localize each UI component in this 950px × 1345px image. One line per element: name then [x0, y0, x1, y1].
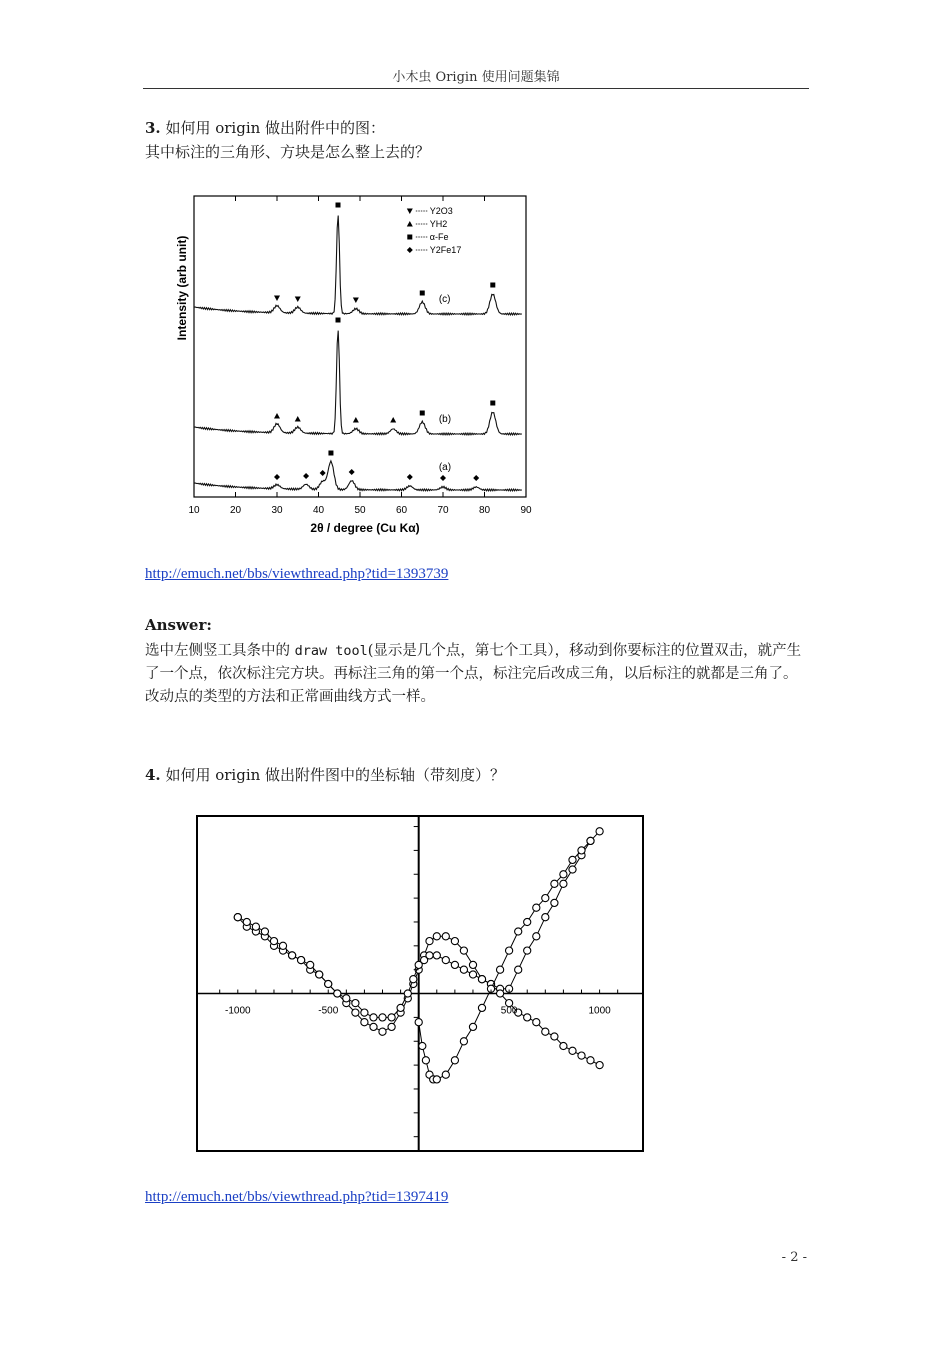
alpha-fe-marker: [490, 401, 495, 406]
scatter-point: [352, 1009, 359, 1016]
scatter-point: [422, 1057, 429, 1064]
scatter-point: [433, 952, 440, 959]
answer-text-end: (显示是几个点，第七个工具），移动到你要标注的位置双击，就产生了一个点，依次标注完方块。再标注三角的第一个点，标注完后改成三角，以后标注的就都是三角了。改动点的类型的方法和正常画曲线方式一样。: [145, 643, 802, 705]
scatter-point: [316, 971, 323, 978]
question-3-subtitle: 其中标注的三角形、方块是怎么整上去的？: [145, 143, 431, 161]
y2fe17-marker: [349, 469, 355, 475]
scatter-point: [569, 866, 576, 873]
scatter-frame: [197, 816, 643, 1151]
scatter-point: [433, 1076, 440, 1083]
scatter-point: [460, 1038, 467, 1045]
scatter-point: [370, 1023, 377, 1030]
xrd-x-tick-label: 30: [271, 505, 283, 516]
scatter-point: [469, 971, 476, 978]
scatter-x-tick-label: -500: [318, 1005, 339, 1017]
scatter-point: [426, 952, 433, 959]
answer-text: [145, 640, 809, 709]
scatter-point: [596, 1062, 603, 1069]
scatter-point: [460, 947, 467, 954]
y2fe17-marker: [407, 474, 413, 480]
xrd-x-tick-label: 90: [520, 505, 532, 516]
scatter-point: [270, 938, 277, 945]
scatter-point: [261, 928, 268, 935]
scatter-point: [524, 947, 531, 954]
scatter-point: [560, 1042, 567, 1049]
scatter-point: [596, 828, 603, 835]
scatter-point: [243, 918, 250, 925]
scatter-point: [533, 933, 540, 940]
scatter-point: [352, 1000, 359, 1007]
alpha-fe-marker: [420, 291, 425, 296]
scatter-point: [478, 1004, 485, 1011]
xrd-figure: [172, 188, 542, 543]
scatter-point: [361, 1019, 368, 1026]
scatter-point: [451, 961, 458, 968]
yh2-marker: [407, 221, 413, 227]
scatter-figure: [196, 815, 645, 1153]
scatter-x-tick-label: 1000: [588, 1005, 611, 1017]
scatter-point: [442, 933, 449, 940]
xrd-pattern-curve: [194, 461, 522, 491]
scatter-point: [542, 895, 549, 902]
xrd-x-tick-label: 70: [437, 505, 449, 516]
question-3-link[interactable]: http://emuch.net/bbs/viewthread.php?tid=1393739: [145, 566, 449, 582]
alpha-fe-marker: [328, 451, 333, 456]
yh2-marker: [353, 417, 359, 423]
scatter-x-tick-label: -1000: [225, 1005, 251, 1017]
scatter-point: [515, 966, 522, 973]
question-4-link[interactable]: http://emuch.net/bbs/viewthread.php?tid=1397419: [145, 1189, 449, 1205]
xrd-pattern-curve: [194, 216, 522, 315]
xrd-legend-label: Y2O3: [429, 206, 453, 216]
scatter-point: [533, 904, 540, 911]
question-3-number: 3.: [145, 119, 161, 137]
scatter-point: [451, 1057, 458, 1064]
xrd-x-tick-label: 80: [478, 505, 491, 516]
scatter-point: [451, 938, 458, 945]
yh2-marker: [295, 416, 301, 422]
question-4-title: [145, 765, 505, 785]
question-3-title: [145, 118, 385, 138]
scatter-point: [234, 914, 241, 921]
y2o3-marker: [295, 297, 301, 303]
alpha-fe-marker: [490, 283, 495, 288]
scatter-point: [524, 1014, 531, 1021]
scatter-point: [578, 1052, 585, 1059]
xrd-y-axis-label: Intensity (arb unit): [175, 235, 189, 341]
question-4-text: 如何用 origin 做出附件图中的坐标轴（带刻度）？: [165, 766, 506, 784]
scatter-point: [524, 918, 531, 925]
scatter-point: [252, 923, 259, 930]
scatter-point: [361, 1009, 368, 1016]
scatter-point: [410, 976, 417, 983]
y2fe17-marker: [473, 475, 479, 481]
scatter-point: [334, 990, 341, 997]
xrd-legend-label: Y2Fe17: [429, 245, 462, 255]
scatter-point: [460, 966, 467, 973]
xrd-legend-label: YH2: [429, 219, 448, 229]
answer-code: draw tool: [294, 643, 368, 659]
scatter-point: [542, 1028, 549, 1035]
scatter-point: [442, 957, 449, 964]
page-header: 小木虫 Origin 使用问题集锦: [392, 70, 560, 85]
answer-label: Answer:: [145, 616, 212, 634]
scatter-point: [388, 1014, 395, 1021]
y2o3-marker: [353, 298, 359, 304]
alpha-fe-marker: [420, 411, 425, 416]
question-4-number: 4.: [145, 766, 161, 784]
scatter-point: [560, 871, 567, 878]
xrd-pattern-label: (a): [438, 462, 452, 473]
scatter-point: [569, 856, 576, 863]
y2fe17-marker: [303, 473, 309, 479]
xrd-legend-label: α-Fe: [429, 232, 449, 242]
scatter-point: [551, 880, 558, 887]
scatter-point: [542, 914, 549, 921]
scatter-point: [298, 957, 305, 964]
xrd-plot-frame: [194, 196, 526, 497]
scatter-point: [343, 995, 350, 1002]
scatter-point: [587, 1057, 594, 1064]
scatter-point: [379, 1028, 386, 1035]
xrd-x-axis-label: 2θ / degree (Cu Kα): [310, 521, 420, 535]
xrd-x-tick-label: 60: [395, 505, 408, 516]
xrd-pattern-curve: [194, 331, 522, 435]
scatter-point: [506, 947, 513, 954]
scatter-point: [404, 990, 411, 997]
scatter-point: [426, 938, 433, 945]
header-rule: [143, 88, 809, 89]
scatter-point: [469, 1023, 476, 1030]
scatter-point: [587, 837, 594, 844]
alpha-fe-marker: [336, 318, 341, 323]
y2fe17-marker: [407, 247, 413, 253]
question-3-text: 如何用 origin 做出附件中的图：: [165, 119, 386, 137]
alpha-fe-marker: [407, 235, 412, 240]
scatter-point: [478, 976, 485, 983]
scatter-point: [551, 1033, 558, 1040]
scatter-point: [307, 961, 314, 968]
xrd-x-tick-label: 10: [188, 505, 200, 516]
xrd-pattern-label: (c): [438, 294, 451, 305]
scatter-x-tick-label: 500: [500, 1005, 518, 1017]
scatter-point: [560, 880, 567, 887]
scatter-point: [497, 990, 504, 997]
y2o3-marker: [274, 296, 280, 302]
xrd-pattern-label: (b): [438, 414, 452, 425]
scatter-point: [388, 1023, 395, 1030]
scatter-point: [533, 1019, 540, 1026]
scatter-point: [442, 1071, 449, 1078]
scatter-point: [469, 961, 476, 968]
scatter-point: [397, 1004, 404, 1011]
scatter-point: [415, 1019, 422, 1026]
y2fe17-marker: [274, 474, 280, 480]
scatter-point: [379, 1014, 386, 1021]
alpha-fe-marker: [336, 203, 341, 208]
xrd-x-tick-label: 20: [229, 505, 242, 516]
y2fe17-marker: [320, 470, 326, 476]
xrd-x-tick-label: 50: [354, 505, 366, 516]
y2o3-marker: [407, 209, 413, 215]
answer-text-start: 选中左侧竖工具条中的: [145, 643, 295, 659]
y2fe17-marker: [440, 475, 446, 481]
page-number: - 2 -: [781, 1250, 807, 1265]
scatter-point: [569, 1047, 576, 1054]
xrd-x-tick-label: 40: [312, 505, 325, 516]
scatter-point: [419, 1042, 426, 1049]
scatter-point: [289, 952, 296, 959]
scatter-point: [578, 847, 585, 854]
scatter-point: [279, 942, 286, 949]
yh2-marker: [274, 413, 280, 419]
scatter-point: [551, 899, 558, 906]
scatter-point: [433, 933, 440, 940]
scatter-point: [497, 966, 504, 973]
scatter-point: [325, 980, 332, 987]
scatter-point: [515, 928, 522, 935]
scatter-point: [370, 1014, 377, 1021]
yh2-marker: [390, 417, 396, 423]
